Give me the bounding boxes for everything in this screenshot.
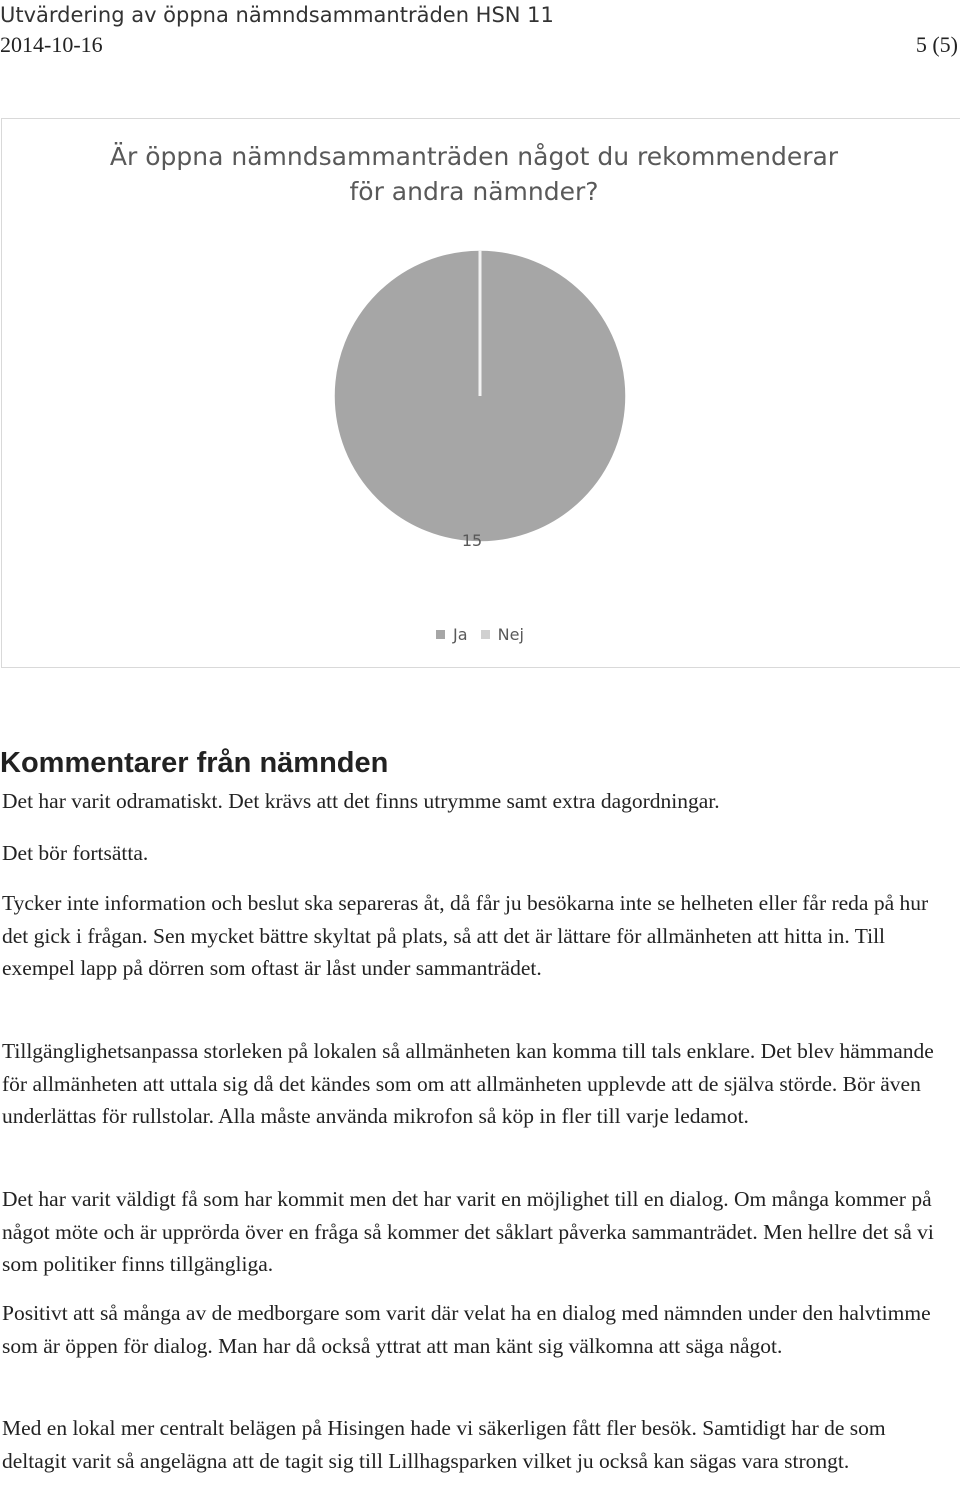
- comment-paragraph-6: Positivt att så många av de medborgare som varit där velat ha en dialog med nämnden under den halvtimme som är öppen för dialog. Man har då också yttrat att man känt sig välkomna att säga något.: [2, 1301, 931, 1358]
- legend-label-ja: Ja: [453, 625, 468, 644]
- comment-paragraph-7: Med en lokal mer centralt belägen på Hisingen hade vi säkerligen fått fler besök. Samtidigt har de som deltagit varit så angelägna att de tagit sig till Lillhagsparken vilket ju också kan sägas vara strongt.: [2, 1416, 886, 1473]
- chart-title-line-1: Är öppna nämndsammanträden något du rekommenderar: [109, 142, 839, 171]
- legend-item-nej: [481, 625, 524, 644]
- chart-title-line-2: för andra nämnder?: [349, 177, 599, 206]
- pie-plot-area: [2, 119, 958, 667]
- data-label-ja: 15: [461, 531, 483, 550]
- chart-legend: [2, 625, 958, 644]
- pie-chart: [1, 118, 960, 668]
- comment-paragraph-1: Det har varit odramatiskt. Det krävs att det finns utrymme samt extra dagordningar.: [2, 789, 720, 813]
- comment-paragraph-3: Tycker inte information och beslut ska separeras åt, då får ju besökarna inte se helheten eller får reda på hur det gick i frågan. Sen mycket bättre skyltat på plats, så att det är lättare för allmänheten att hitta in. Till exempel lapp på dörren som oftast är låst under sammanträdet.: [2, 891, 929, 980]
- legend-swatch-ja: [436, 630, 445, 639]
- legend-item-ja: [436, 625, 468, 644]
- legend-label-nej: Nej: [497, 625, 524, 644]
- comment-paragraph-5: Det har varit väldigt få som har kommit men det har varit en möjlighet till en dialog. Om många kommer på något möte och är upprörda över en fråga så kommer det såklart påverka sammanträdet. Men hellre det så vi som politiker finns tillgängliga.: [2, 1187, 934, 1276]
- comment-paragraph-4: Tillgänglighetsanpassa storleken på lokalen så allmänheten kan komma till tals enklare. Det blev hämmande för allmänheten att uttala sig då det kändes som om att allmänheten upplevde att de själva störde. Bör även underlättas för rullstolar. Alla måste använda mikrofon så köp in fler till varje ledamot.: [2, 1039, 934, 1128]
- comment-paragraph-2: Det bör fortsätta.: [2, 841, 149, 865]
- page-number: 5 (5): [915, 32, 958, 57]
- document-title: Utvärdering av öppna nämndsammanträden HSN 11: [0, 3, 554, 27]
- comments-heading: Kommentarer från nämnden: [0, 747, 389, 779]
- document-date: 2014-10-16: [0, 32, 103, 57]
- legend-swatch-nej: [481, 630, 490, 639]
